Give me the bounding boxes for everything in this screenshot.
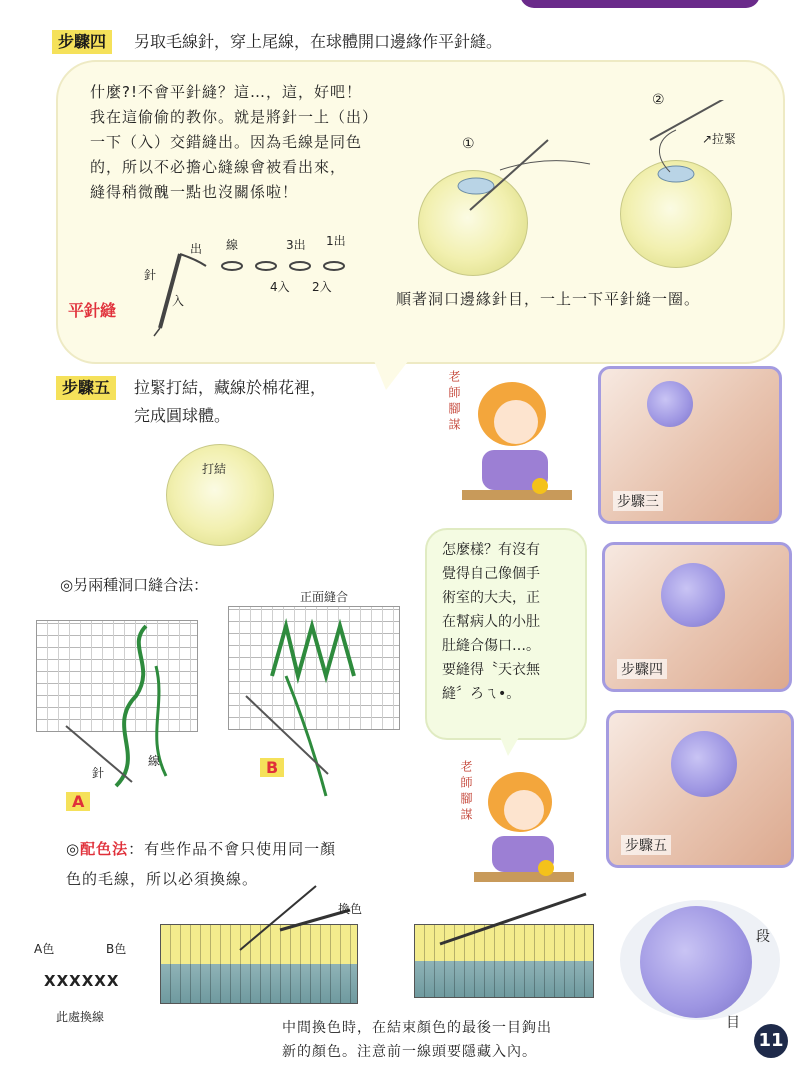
step5-text (134, 374, 326, 430)
label-xian: 線 (226, 238, 239, 252)
label-ru: 入 (172, 294, 185, 308)
photo-step5 (606, 710, 794, 868)
tag-b: B (260, 758, 284, 777)
photo-caption: 步驟三 (613, 491, 663, 511)
label-pull: ↗拉緊 (702, 132, 737, 146)
tip-line: 什麼?!不會平針縫？這…，這，好吧！ (90, 83, 362, 101)
caption-line: 中間換色時，在結束顏色的最後一目鉤出 (282, 1020, 552, 1036)
speech-line: 覺得自己像個手 (442, 566, 540, 582)
label-1chu: 1出 (326, 234, 346, 248)
speech-line: 在幫病人的小肚 (442, 614, 540, 630)
marker-2: ② (652, 92, 665, 108)
label-duan: 段 (756, 929, 770, 945)
yarn-ball (661, 563, 725, 627)
speech-bubble-tail (498, 732, 522, 756)
color-method-line: ：有些作品不會只使用同一顏 (128, 840, 337, 858)
finished-yarn-ball (640, 906, 752, 1018)
step5-line: 拉緊打結，藏線於棉花裡， (134, 378, 327, 397)
step4-title: 另取毛線針，穿上尾線，在球體開口邊緣作平針縫。 (134, 32, 503, 51)
tip-line: 的，所以不必擔心縫線會被看出來， (90, 158, 347, 176)
hook-lines (220, 880, 600, 960)
label-knot: 打結 (202, 462, 227, 476)
label-chu: 出 (190, 242, 203, 256)
label-b-color: B色 (106, 942, 127, 956)
caption-line: 新的顏色。注意前一線頭要隱藏入內。 (282, 1044, 537, 1060)
label-zhen: 針 (144, 268, 157, 282)
photo-caption: 步驟四 (617, 659, 667, 679)
photo-step3 (598, 366, 782, 524)
tip-bubble-tail (372, 356, 412, 390)
yarn-ball (647, 381, 693, 427)
marker-1: ① (462, 136, 475, 152)
top-banner (520, 0, 760, 8)
speech-line: 肚縫合傷口…。 (442, 638, 540, 654)
needle-lines (440, 100, 760, 240)
x-pattern: XXXXXX (44, 972, 120, 990)
label-2ru: 2入 (312, 280, 332, 294)
step4-tag: 步驟四 (52, 30, 112, 54)
speech-line: 術室的大夫，正 (442, 590, 540, 606)
label-change-color: 換色 (338, 902, 363, 916)
tag-a: A (66, 792, 90, 811)
step4-caption: 順著洞口邊緣針目，一上一下平針縫一圈。 (396, 290, 701, 308)
teacher-label-1: 老師腳謀 (447, 370, 461, 434)
photo-caption: 步驟五 (621, 835, 671, 855)
page-number: 11 (754, 1024, 788, 1058)
teacher-label-2: 老師腳謀 (459, 760, 473, 824)
tip-line: 我在這偷偷的教你。就是將針一上（出） (90, 108, 379, 126)
label-a-color: A色 (34, 942, 55, 956)
yarn-ball (671, 731, 737, 797)
tip-line: 縫得稍微醜一點也沒關係啦！ (90, 183, 299, 201)
label-mu: 目 (726, 1015, 740, 1031)
color-method-caption (282, 1016, 552, 1064)
tip-line: 一下（入）交錯縫出。因為毛線是同色 (90, 133, 363, 151)
color-method-prefix: ◎ (66, 840, 81, 858)
seam-threads (36, 606, 406, 816)
teacher-illustration-1 (460, 374, 580, 504)
color-method-line: 色的毛線，所以必須換線。 (66, 870, 259, 888)
speech-line: 縫〞ろㄟ•。 (442, 686, 521, 702)
speech-line: 怎麼樣？有沒有 (442, 542, 540, 558)
other-methods-heading: ◎另兩種洞口縫合法： (60, 576, 209, 594)
label-4ru: 4入 (270, 280, 290, 294)
teacher-illustration-2 (472, 766, 582, 886)
label-3chu: 3出 (286, 238, 306, 252)
speech-text (442, 538, 540, 706)
tip-text (90, 80, 450, 205)
speech-line: 要縫得〝天衣無 (442, 662, 540, 678)
color-method-title: 配色法 (80, 840, 129, 858)
step5-line: 完成圓球體。 (134, 406, 231, 425)
label-change-here: 此處換線 (56, 1010, 105, 1024)
color-method-line-1 (66, 834, 336, 864)
step5-tag: 步驟五 (56, 376, 116, 400)
label-thread: 線 (148, 754, 161, 768)
label-needle: 針 (92, 766, 105, 780)
running-stitch-title: 平針縫 (68, 301, 117, 320)
photo-step4 (602, 542, 792, 692)
label-front-seam: 正面縫合 (300, 590, 349, 604)
